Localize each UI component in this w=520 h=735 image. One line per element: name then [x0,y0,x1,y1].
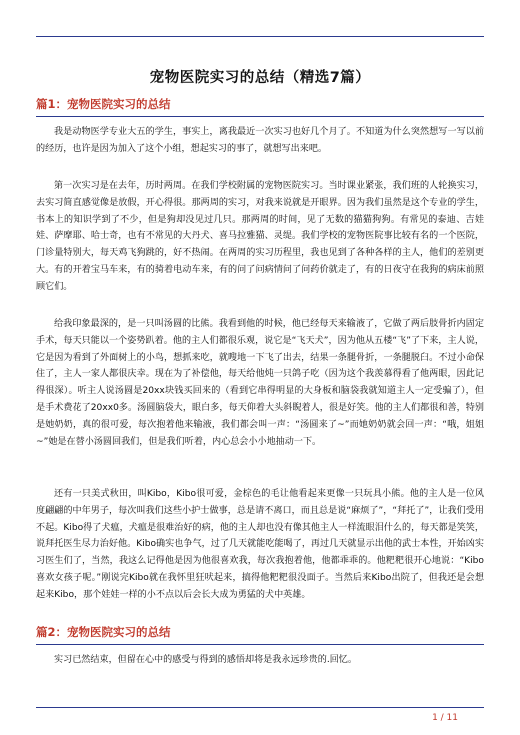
paragraph-intro: 我是动物医学专业大五的学生，事实上，离我最近一次实习也好几个月了。不知道为什么突然想写一写以前的经历，也许是因为加入了这个小组，想起实习的事了，就想写出来吧。 [36,127,484,154]
paragraph-first-internship: 第一次实习是在去年，历时两周。在我们学校附属的宠物医院实习。当时课业紧张，我们班的人轮换实习，去实习简直感觉像是放假，开心得很。那两周的实习，对我来说就是开眼界。因为我们虽然是这个专业的学生，书本上的知识学到了不少，但是狗却没见过几只。那两周的时间，见了无数的猫猫狗狗。有常见的泰迪、吉娃娃、萨摩耶、哈士奇，也有不常见的大丹犬、喜马拉雅猫、灵缇。我们学校的宠物医院事比较有名的一个医院，门诊量特别大，每天鸡飞狗跳的，好不热闹。在两周的实习历程里，我也见到了各种各样的主人，他们的差别更大。有的开着宝马车来，有的骑着电动车来，有的问了问病情问了问药价就走了，有的日夜守在我狗的病床前照顾它们。 [36,181,484,292]
section-heading-1: 篇1：宠物医院实习的总结 [36,96,484,117]
paragraph-tangyuan: 给我印象最深的，是一只叫汤圆的比熊。我看到他的时候，他已经每天来输液了，它做了两后肢骨折内固定手术，每天只能以一个姿势趴着。他的主人们都很乐观，说它是“飞天犬”，因为他从五楼“飞”了下来，主人说，它是因为看到了外面树上的小鸟，想抓来吃，就嗖地一下飞了出去，结果一条腿骨折，一条腿脱臼。不过小命保住了，主人一家人都很庆幸。现在为了补偿他，每天给他炖一只鸽子吃（因为这个我羡慕得看了他两眼，因此记得很深）。听主人说汤圆是20xx块钱买回来的（看到它串得明显的大身板和脑袋我就知道主人一定受骗了），但是手术费花了20xx0多。汤圆脑袋大，眼白多，每天仰着大头斜睨着人，很是好笑。他的主人们都很和善，特别是她奶奶，真的很可爱，每次抱着他来输液，我们都会叫一声：“汤圆来了~”而她奶奶就会回一声：“哦，姐姐~”她是在替小汤圆回我们，但是我们听着，内心总会小小地抽动一下。 [36,319,484,447]
page-number: 1 / 11 [432,713,458,723]
paragraph-section2-intro: 实习已然结束，但留在心中的感受与得到的感悟却将是我永远珍贵的.回忆。 [54,655,357,665]
document-title: 宠物医院实习的总结（精选7篇） [149,70,371,86]
section-heading-2: 篇2：宠物医院实习的总结 [36,624,484,645]
top-rule [36,36,484,37]
bottom-rule [36,707,484,708]
paragraph-kibo: 还有一只美式秋田，叫Kibo，Kibo很可爱，金棕色的毛让他看起来更像一只玩具小熊。他的主人是一位风度翩翩的中年男子，每次叫我们这些小护士做事，总是请不离口，而且总是说“麻烦了”，“拜托了”，让我们受用不起。Kibo得了犬瘟，犬瘟是很难治好的病，他的主人却也没有像其他主人一样流眼泪什么的，每天都是笑笑，说拜托医生尽力治好他。Kibo确实也争气，过了几天就能吃能喝了，再过几天就显示出他的武士本性，开始凶实习医生们了，当然，我这么记得他是因为他很喜欢我，每次我抱着他，他都乖乖的。他粑粑很开心地说：“Kibo喜欢女孩子呢。”刚说完Kibo就在我怀里狂吠起来，搞得他粑粑很没面子。当然后来Kibo出院了，但我还是会想起来Kibo，那个娃娃一样的小不点以后会长大成为勇猛的犬中英雄。 [36,489,484,600]
